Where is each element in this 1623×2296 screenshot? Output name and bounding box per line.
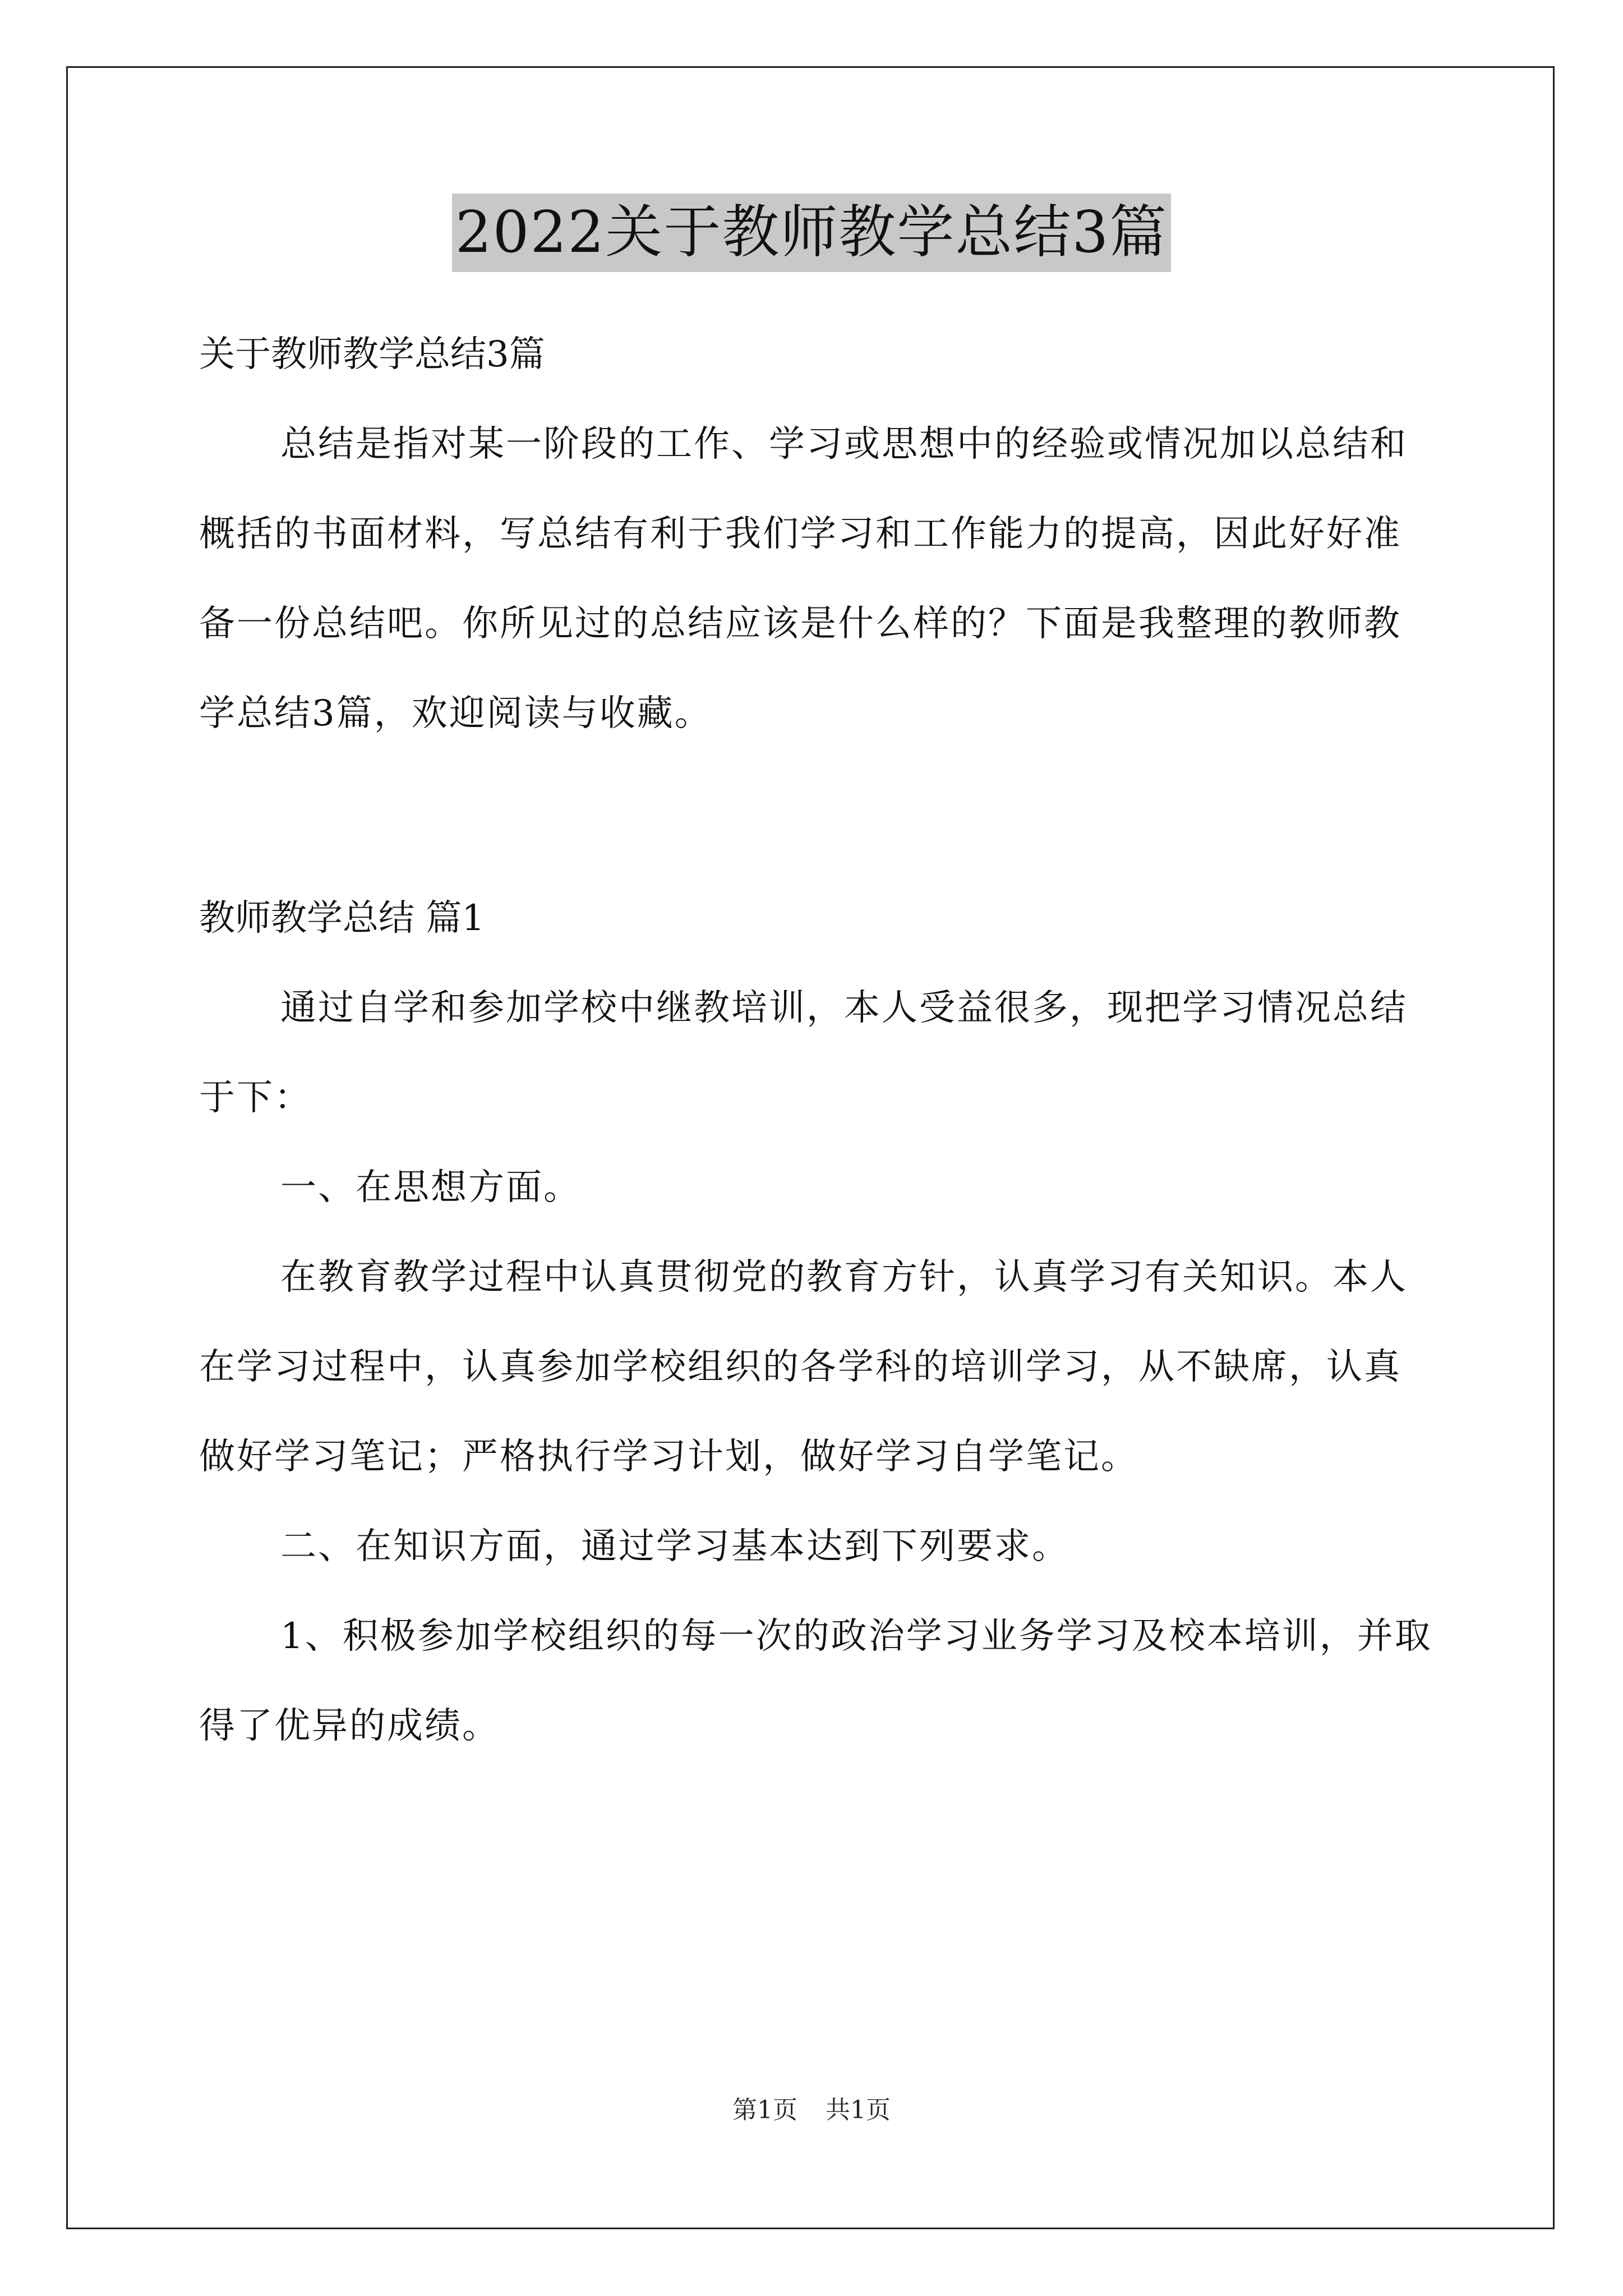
page-count: 共1页 <box>826 2096 891 2124</box>
page-footer <box>0 2090 1623 2125</box>
document-subtitle: 关于教师教学总结3篇 <box>199 334 545 375</box>
page-number: 第1页 <box>732 2096 797 2124</box>
section-spacer <box>199 758 1433 873</box>
document-title: 2022关于教师教学总结3篇 <box>452 194 1171 272</box>
intro-paragraph: 总结是指对某一阶段的工作、学习或思想中的经验或情况加以总结和概括的书面材料，写总结有利于我们学习和工作能力的提高，因此好好准备一份总结吧。你所见过的总结应该是什么样的？下面是我整理的教师教学总结3篇，欢迎阅读与收藏。 <box>199 424 1408 734</box>
paragraph: 通过自学和参加学校中继教培训，本人受益很多，现把学习情况总结于下： <box>199 987 1408 1119</box>
document-body <box>199 310 1433 1771</box>
section-heading: 教师教学总结 篇1 <box>199 898 485 939</box>
paragraph: 1、积极参加学校组织的每一次的政治学习业务学习及校本培训，并取得了优异的成绩。 <box>199 1616 1432 1747</box>
title-wrapper <box>0 194 1623 272</box>
paragraph: 一、在思想方面。 <box>280 1167 581 1208</box>
paragraph: 在教育教学过程中认真贯彻党的教育方针，认真学习有关知识。本人在学习过程中，认真参加学校组织的各学科的培训学习，从不缺席，认真做好学习笔记；严格执行学习计划，做好学习自学笔记。 <box>199 1257 1408 1478</box>
paragraph: 二、在知识方面，通过学习基本达到下列要求。 <box>280 1526 1069 1567</box>
